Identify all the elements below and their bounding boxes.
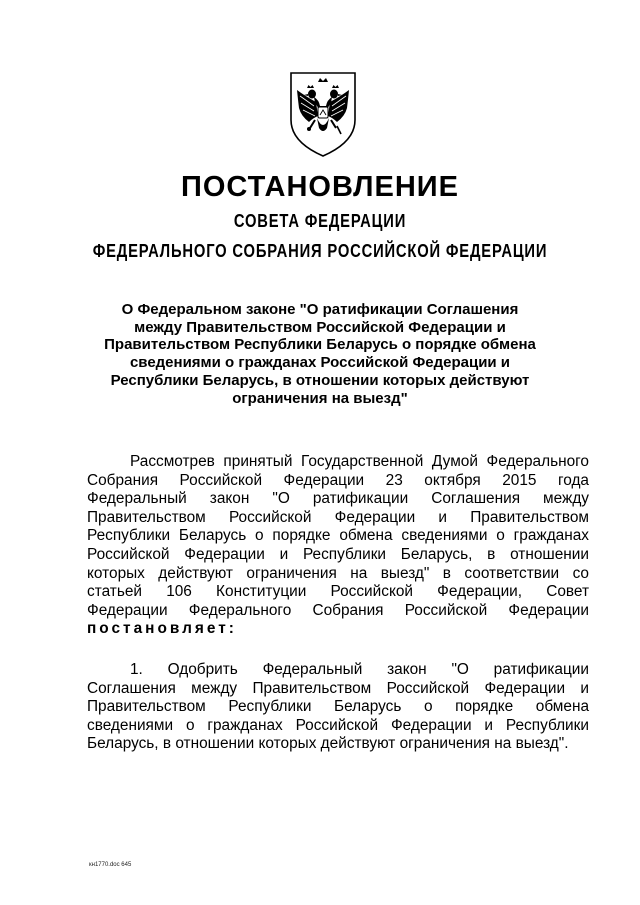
resolution-subject bbox=[0, 301, 640, 407]
subject-line: Республики Беларусь, в отношении которых действуют bbox=[110, 371, 530, 389]
item-line: 1. Одобрить Федеральный закон "О ратификации bbox=[130, 661, 589, 678]
subject-line: между Правительством Российской Федерации и bbox=[134, 318, 506, 336]
subject-line: О Федеральном законе "О ратификации Соглашения bbox=[121, 301, 519, 318]
item-line: Правительством Республики Беларусь о порядке обмена bbox=[87, 698, 589, 716]
item-line: Беларусь, в отношении которых действуют ограничения на выезд". bbox=[87, 735, 569, 753]
document-type-title: ПОСТАНОВЛЕНИЕ bbox=[181, 171, 459, 203]
preamble-line: Правительством Российской Федерации и Правительством bbox=[87, 508, 589, 526]
preamble-line: Федерации Федерального Собрания Российской Федерации bbox=[87, 601, 589, 619]
preamble-line: Российской Федерации и Республики Беларусь, в отношении bbox=[87, 545, 589, 563]
subject-line: Правительством Республики Беларусь о порядке обмена bbox=[104, 336, 536, 354]
resolves-word: постановляет: bbox=[87, 620, 237, 638]
subject-line: ограничения на выезд" bbox=[232, 389, 408, 407]
subject-line: сведениями о гражданах Российской Федерации и bbox=[129, 354, 511, 372]
file-code: кн1770.doc 645 bbox=[89, 862, 132, 868]
item-line: сведениями о гражданах Российской Федерации и Республики bbox=[87, 716, 589, 734]
issuer-line-1: СОВЕТА ФЕДЕРАЦИИ bbox=[233, 211, 407, 231]
item-line: Соглашения между Правительством Российской Федерации и bbox=[87, 679, 589, 697]
issuer-line-2: ФЕДЕРАЛЬНОГО СОБРАНИЯ РОССИЙСКОЙ ФЕДЕРАЦИИ bbox=[92, 241, 548, 261]
preamble-paragraph bbox=[87, 453, 589, 639]
preamble-line: статьей 106 Конституции Российской Федерации, Совет bbox=[87, 583, 589, 601]
preamble-line: Федеральный закон "О ратификации Соглашения между bbox=[87, 490, 589, 508]
preamble-line: Республики Беларусь о порядке обмена сведениями о гражданах bbox=[87, 527, 589, 545]
resolution-item-1 bbox=[87, 661, 589, 754]
russian-coat-of-arms-emblem-icon bbox=[287, 70, 359, 158]
preamble-line: которых действуют ограничения на выезд" в соответствии со bbox=[87, 564, 589, 582]
preamble-line: Собрания Российской Федерации 23 октября 2015 года bbox=[87, 471, 589, 489]
preamble-line: Рассмотрев принятый Государственной Думой Федерального bbox=[130, 453, 589, 470]
